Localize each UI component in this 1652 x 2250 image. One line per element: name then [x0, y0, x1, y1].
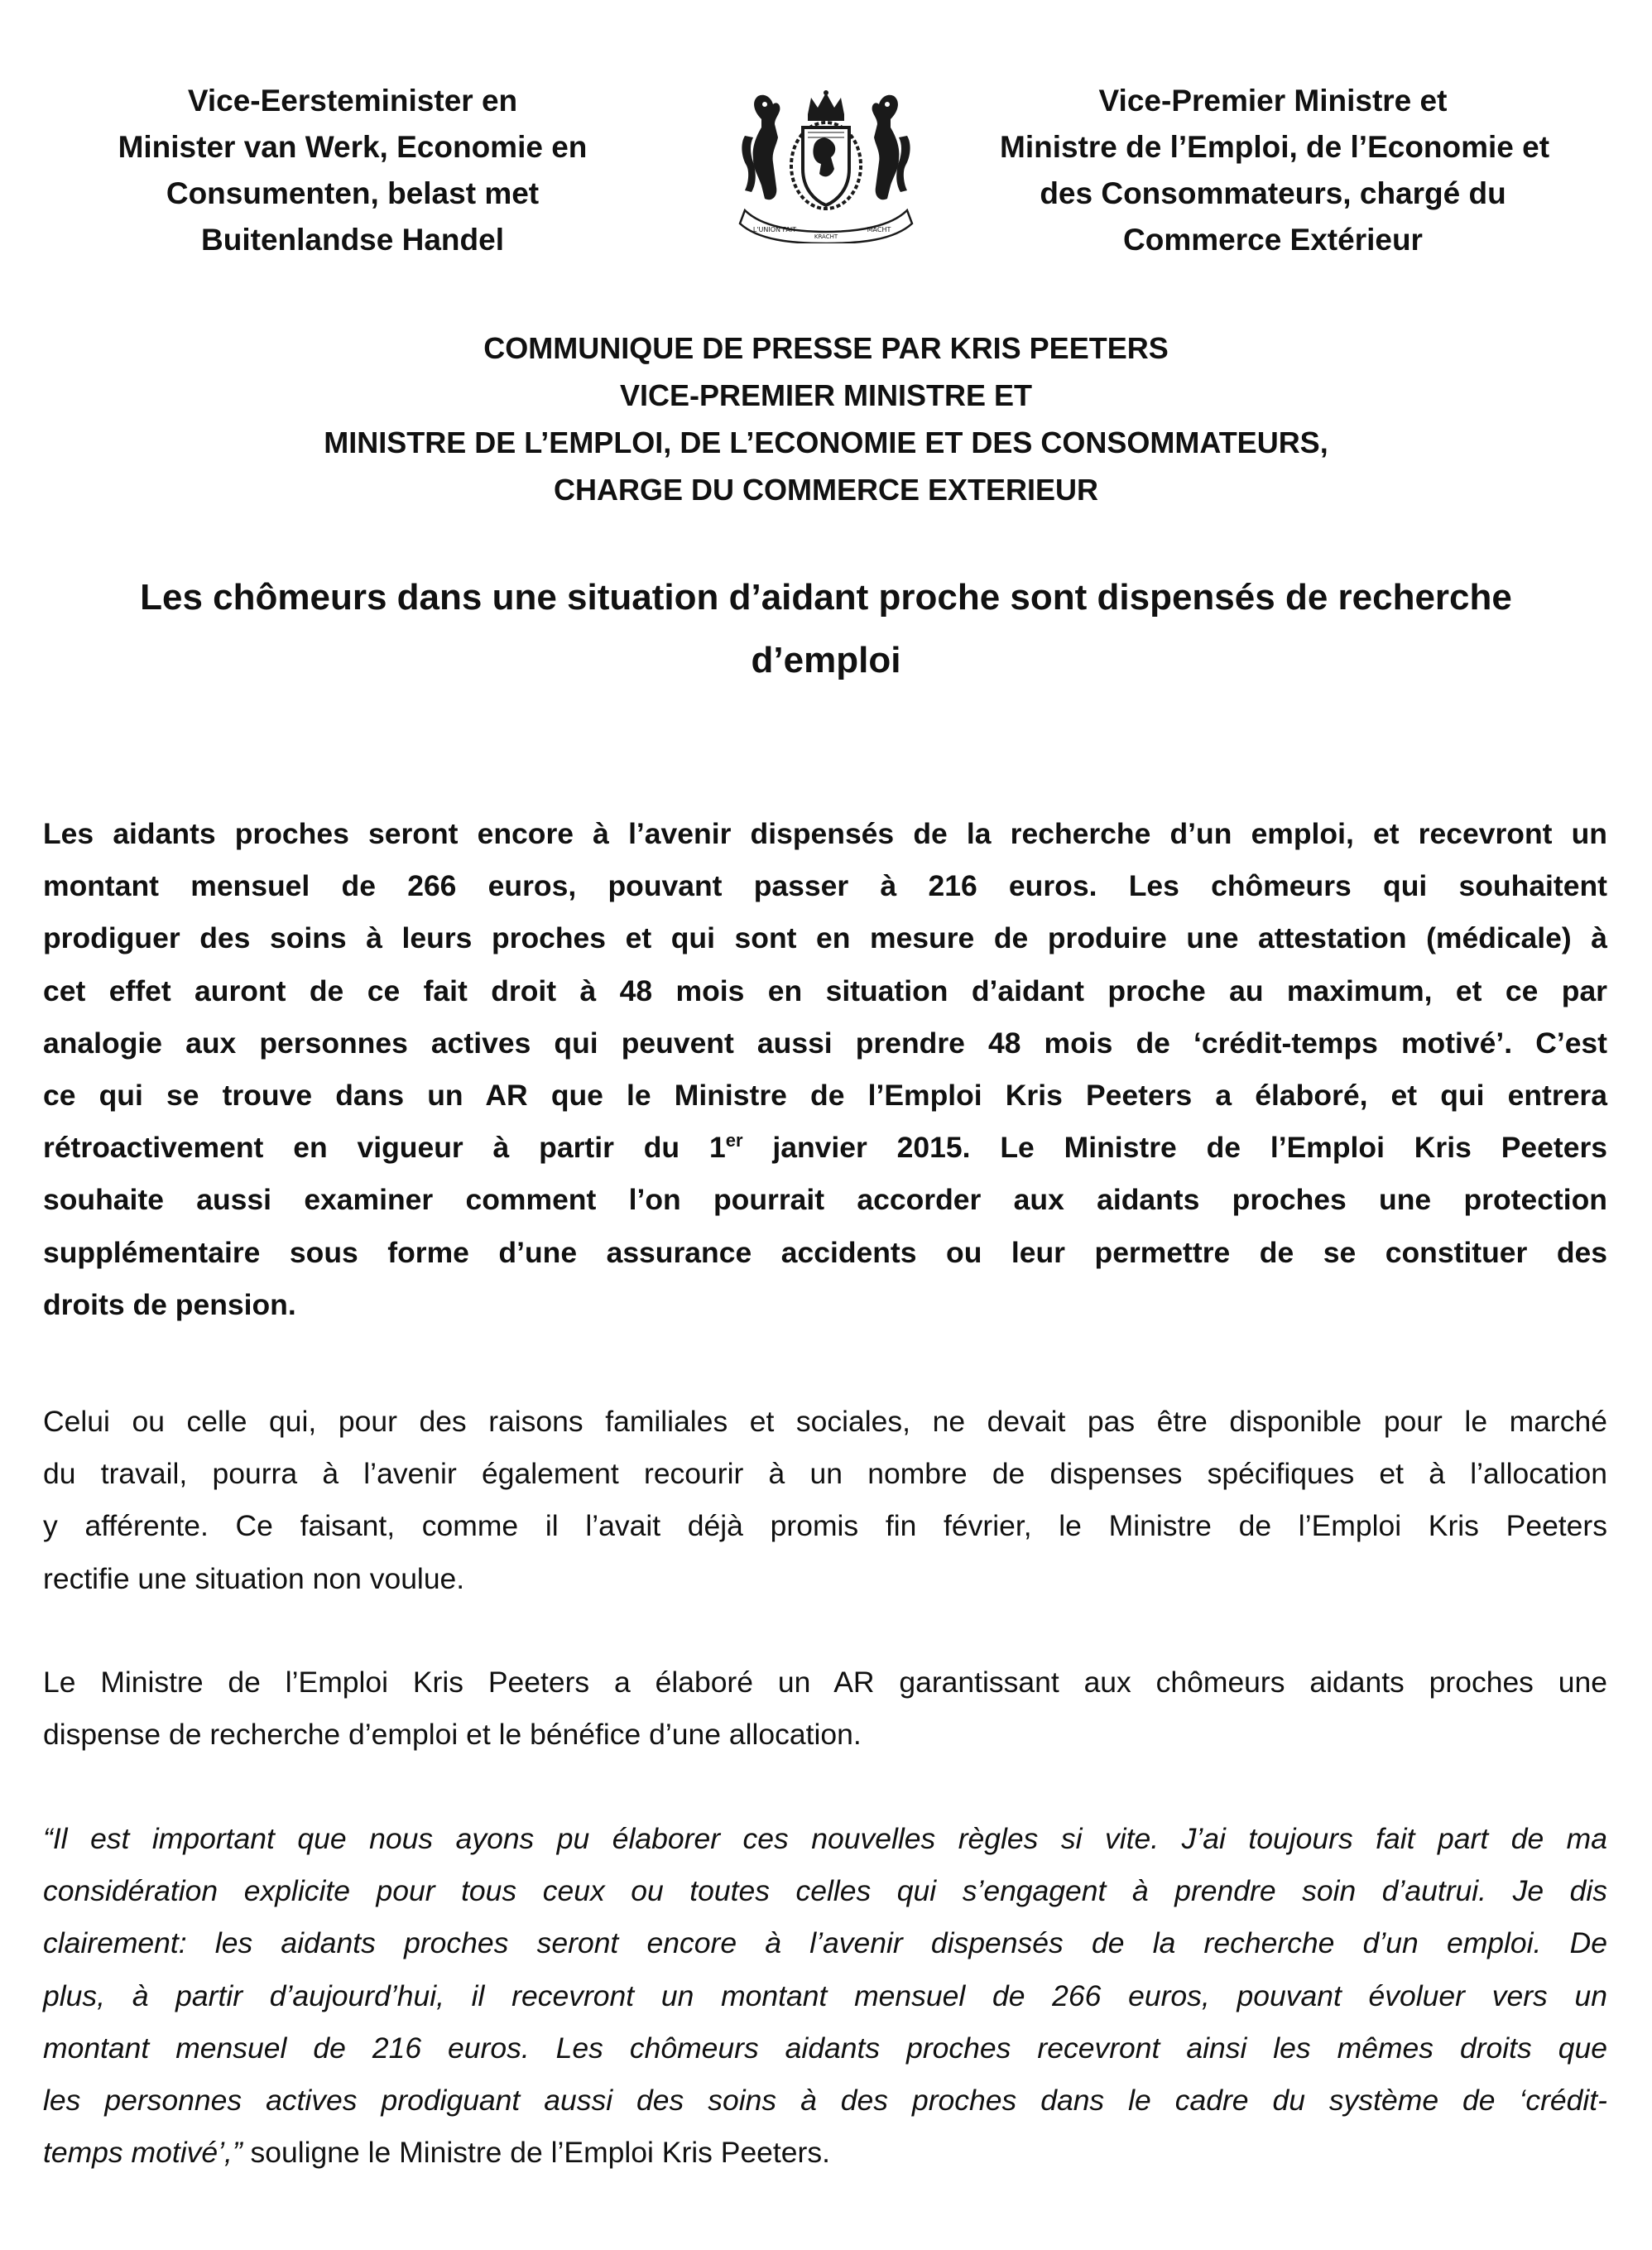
quote-line: “Il est important que nous ayons pu élaborer ces nouvelles règles si vite. J’ai toujours fait part de ma [43, 1822, 1607, 1855]
paragraph-line: Le Ministre de l’Emploi Kris Peeters a élaboré un AR garantissant aux chômeurs aidants proches une [43, 1666, 1607, 1699]
paragraph-line: rectifie une situation non voulue. [43, 1561, 465, 1595]
paragraph-line: ce qui se trouve dans un AR que le Ministre de l’Emploi Kris Peeters a élaboré, et qui entrera [43, 1078, 1607, 1112]
quote-line: clairement: les aidants proches seront encore à l’avenir dispensés de la recherche d’un emploi. De [43, 1926, 1607, 1960]
paragraph-line: cet effet auront de ce fait droit à 48 mois en situation d’aidant proche au maximum, et ce par [43, 974, 1607, 1007]
line-text: rétroactivement en vigueur à partir du 1 [43, 1131, 726, 1165]
paragraph-line: supplémentaire sous forme d’une assurance accidents ou leur permettre de se constituer des [43, 1235, 1607, 1269]
quote-line: plus, à partir d’aujourd’hui, il recevront un montant mensuel de 266 euros, pouvant évoluer vers un [43, 1978, 1607, 2012]
header-right-line: des Consommateurs, chargé du [1040, 176, 1506, 210]
ribbon-text-left: L'UNION FAIT [752, 226, 797, 233]
header-right-line: Ministre de l’Emploi, de l’Economie et [1000, 130, 1550, 164]
quote-line: les personnes actives prodiguant aussi des soins à des proches dans le cadre du système de ‘crédit- [43, 2083, 1607, 2117]
communique-line: COMMUNIQUE DE PRESSE PAR KRIS PEETERS [483, 331, 1169, 365]
paragraph-line: prodiguer des soins à leurs proches et qui sont en mesure de produire une attestation (médicale) à [43, 921, 1607, 955]
quote-line [43, 2127, 1607, 2179]
header-left-line: Consumenten, belast met [166, 176, 540, 210]
lead-paragraph [43, 808, 1607, 1331]
quote-paragraph [43, 1813, 1607, 2179]
paragraph-line: montant mensuel de 266 euros, pouvant passer à 216 euros. Les chômeurs qui souhaitent [43, 869, 1607, 903]
communique-line: CHARGE DU COMMERCE EXTERIEUR [553, 473, 1099, 507]
header-left-line: Buitenlandse Handel [201, 223, 504, 257]
shield-icon [791, 123, 861, 209]
paragraph-line: analogie aux personnes actives qui peuvent aussi prendre 48 mois de ‘crédit-temps motivé’. C’est [43, 1026, 1607, 1060]
communique-heading [0, 325, 1652, 513]
ribbon-text-right: MACHT [867, 226, 891, 233]
header-left-line: Vice-Eersteminister en [187, 84, 518, 118]
paragraph-ar [43, 1656, 1607, 1761]
paragraph-line: du travail, pourra à l’avenir également recourir à un nombre de dispenses spécifiques et à l’allocation [43, 1457, 1607, 1491]
header-right-line: Vice-Premier Ministre et [1098, 84, 1448, 118]
paragraph-line: dispense de recherche d’emploi et le bénéfice d’une allocation. [43, 1718, 862, 1752]
communique-line: MINISTRE DE L’EMPLOI, DE L’ECONOMIE ET DES CONSOMMATEURS, [324, 425, 1328, 459]
title-line: Les chômeurs dans une situation d’aidant proche sont dispensés de recherche [140, 577, 1512, 618]
superscript-er: er [725, 1130, 743, 1151]
left-lion-icon [742, 95, 780, 200]
paragraph-line: Celui ou celle qui, pour des raisons familiales et sociales, ne devait pas être disponible pour le marché [43, 1405, 1607, 1438]
quote-attribution: souligne le Ministre de l’Emploi Kris Peeters. [242, 2136, 830, 2170]
communique-line: VICE-PREMIER MINISTRE ET [619, 378, 1033, 412]
header-right-line: Commerce Extérieur [1123, 223, 1423, 257]
header-left-line: Minister van Werk, Economie en [118, 130, 588, 164]
paragraph-line: souhaite aussi examiner comment l’on pourrait accorder aux aidants proches une protection [43, 1183, 1607, 1217]
press-release-title [40, 566, 1612, 692]
header-french-title [1000, 78, 1550, 263]
motto-ribbon [740, 210, 912, 243]
paragraph-line: y afférente. Ce faisant, comme il l’avait déjà promis fin février, le Ministre de l’Emploi Kris Peeters [43, 1509, 1607, 1543]
line-text: janvier 2015. Le Ministre de l’Emploi Kris Peeters [742, 1131, 1607, 1165]
quote-line: montant mensuel de 216 euros. Les chômeurs aidants proches recevront ainsi les mêmes droits que [43, 2031, 1607, 2065]
quote-line: considération explicite pour tous ceux ou toutes celles qui s’engagent à prendre soin d’autrui. Je dis [43, 1874, 1607, 1908]
paragraph-line [43, 1122, 1607, 1174]
paragraph-line: Les aidants proches seront encore à l’avenir dispensés de la recherche d’un emploi, et recevront un [43, 817, 1607, 850]
paragraph-dispenses [43, 1396, 1607, 1605]
header-dutch-title [79, 78, 626, 263]
ribbon-text-center: KRACHT [814, 233, 838, 240]
belgian-coat-of-arms-logo [728, 86, 924, 243]
quote-end: temps motivé’,” [43, 2136, 243, 2170]
paragraph-line: droits de pension. [43, 1287, 296, 1321]
title-line: d’emploi [751, 640, 901, 680]
right-lion-icon [872, 95, 910, 200]
crown-icon [808, 90, 844, 121]
